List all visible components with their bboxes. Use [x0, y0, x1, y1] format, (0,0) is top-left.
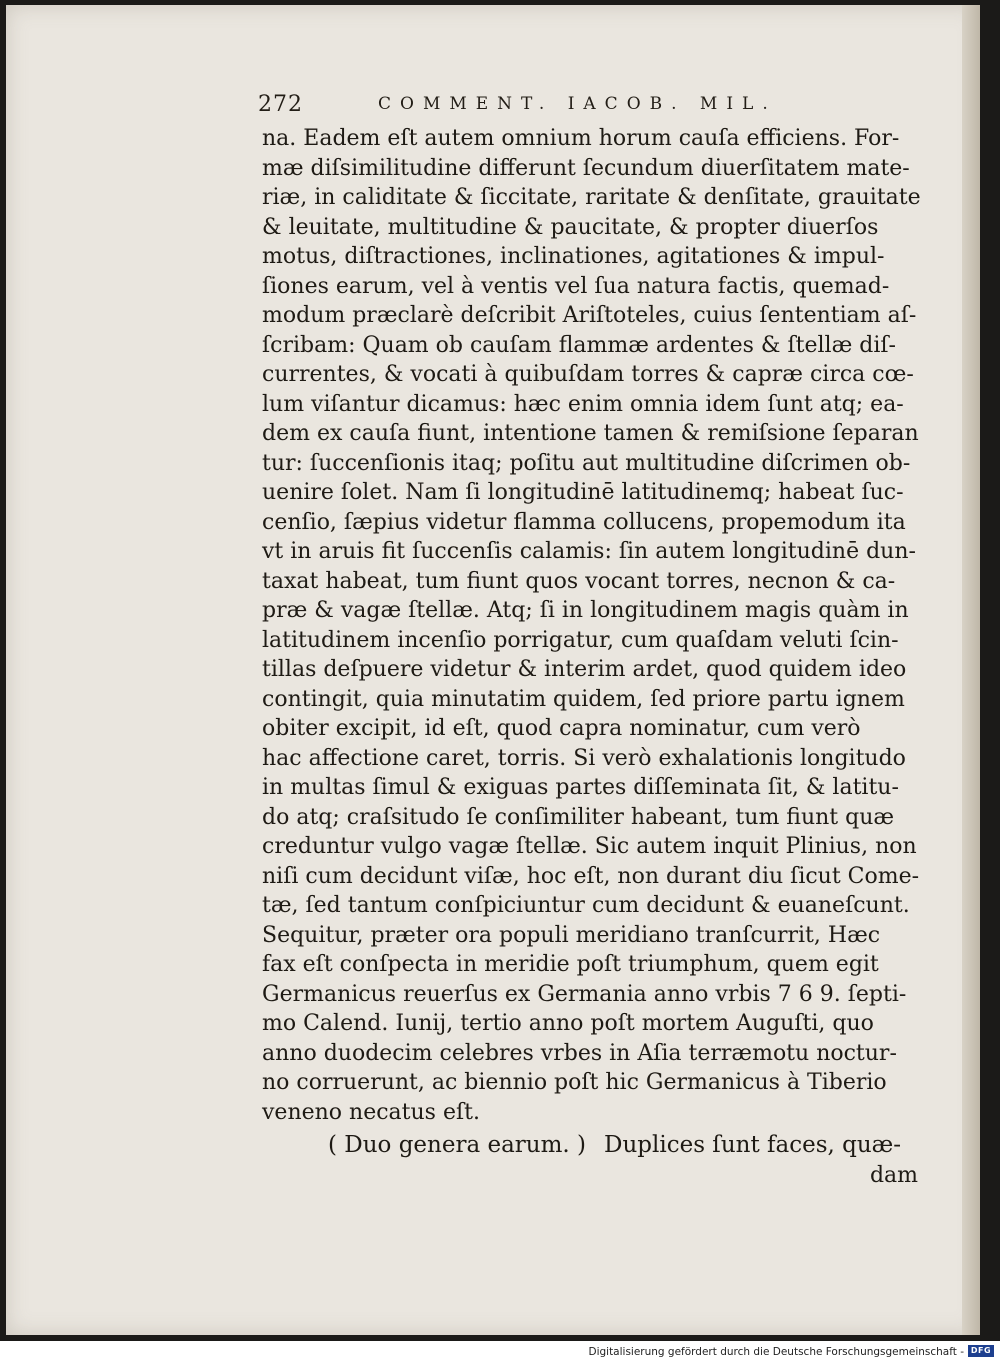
dfg-logo: DFG	[968, 1345, 994, 1357]
text-line: vt in aruis fit ſuccenſis calamis: ſin autem longitudinē dun-	[262, 539, 916, 564]
text-line: latitudinem incenſio porrigatur, cum quaſdam veluti ſcin-	[262, 627, 899, 653]
text-line: taxat habeat, tum fiunt quos vocant torres, necnon & ca-	[262, 568, 896, 594]
text-line: lum viſantur dicamus: hæc enim omnia idem ſunt atq; ea-	[262, 391, 904, 417]
text-line: mo Calend. Iunij, tertio anno poſt mortem Auguſti, quo	[262, 1011, 874, 1036]
text-line: contingit, quia minutatim quidem, ſed priore partu ignem	[262, 686, 905, 712]
page-edge-shadow	[962, 5, 980, 1335]
text-line: obiter excipit, id eſt, quod capra nominatur, cum verò	[262, 716, 861, 741]
text-line: uenire ſolet. Nam ſi longitudinē latitudinemq; habeat ſuc-	[262, 480, 904, 505]
text-line: modum præclarè deſcribit Ariſtoteles, cuius ſententiam aſ-	[262, 303, 917, 328]
text-line: ſiones earum, vel à ventis vel ſua natura factis, quemad-	[262, 273, 890, 299]
text-line: cenſio, ſæpius videtur flamma collucens, propemodum ita	[262, 509, 906, 535]
text-line: anno duodecim celebres vrbes in Aſia terræmotu noctur-	[262, 1040, 897, 1066]
section-heading-line	[262, 1131, 922, 1161]
text-line: tæ, ſed tantum conſpiciuntur cum decidunt & euaneſcunt.	[262, 893, 910, 918]
text-line: na. Eadem eſt autem omnium horum cauſa efficiens. For-	[262, 126, 900, 151]
text-line: niſi cum decidunt viſæ, hoc eſt, non durant diu ſicut Come-	[262, 863, 920, 889]
page-header	[258, 92, 818, 118]
section-marginal-heading: ( Duo genera earum. )	[328, 1132, 587, 1158]
text-line: veneno necatus eſt.	[262, 1099, 480, 1125]
text-line: mæ diſsimilitudine differunt ſecundum diuerſitatem mate-	[262, 155, 910, 181]
text-line: riæ, in caliditate & ſiccitate, raritate & denſitate, grauitate	[262, 185, 921, 210]
text-line: currentes, & vocati à quibuſdam torres & capræ circa cœ-	[262, 362, 914, 387]
text-line: & leuitate, multitudine & paucitate, & propter diuerſos	[262, 214, 879, 240]
main-text-block	[262, 124, 922, 1191]
digitization-footer	[0, 1341, 1000, 1362]
text-line: do atq; craſsitudo ſe conſimiliter habeant, tum fiunt quæ	[262, 804, 895, 830]
text-line: dem ex cauſa fiunt, intentione tamen & remiſsione ſeparan	[262, 421, 919, 446]
text-line: in multas ſimul & exiguas partes diſſeminata ſit, & latitu-	[262, 775, 899, 800]
page-number: 272	[258, 92, 303, 117]
text-line: Germanicus reuerſus ex Germania anno vrbis 7 6 9. ſepti-	[262, 981, 907, 1007]
text-line: creduntur vulgo vagæ ſtellæ. Sic autem inquit Plinius, non	[262, 834, 917, 859]
text-line: hac affectione caret, torris. Si verò exhalationis longitudo	[262, 745, 906, 771]
running-head: COMMENT. IACOB. MIL.	[378, 94, 777, 114]
funding-notice: Digitalisierung gefördert durch die Deutsche Forschungsgemeinschaft -	[588, 1346, 964, 1358]
catchword: dam	[869, 1163, 918, 1188]
section-opening-text: Duplices ſunt faces, quæ-	[604, 1132, 902, 1158]
text-line: fax eſt conſpecta in meridie poſt triumphum, quem egit	[262, 952, 879, 977]
text-line: no corruerunt, ac biennio poſt hic Germanicus à Tiberio	[262, 1070, 887, 1095]
text-line: tillas deſpuere videtur & interim ardet, quod quidem ideo	[262, 657, 907, 682]
text-line: ſcribam: Quam ob cauſam flammæ ardentes & ſtellæ diſ-	[262, 332, 896, 358]
text-line: Sequitur, præter ora populi meridiano tranſcurrit, Hæc	[262, 922, 881, 948]
text-line: præ & vagæ ſtellæ. Atq; ſi in longitudinem magis quàm in	[262, 598, 909, 623]
text-line: tur: ſuccenſionis itaq; poſitu aut multitudine diſcrimen ob-	[262, 450, 911, 476]
text-line: motus, diſtractiones, inclinationes, agitationes & impul-	[262, 244, 885, 269]
